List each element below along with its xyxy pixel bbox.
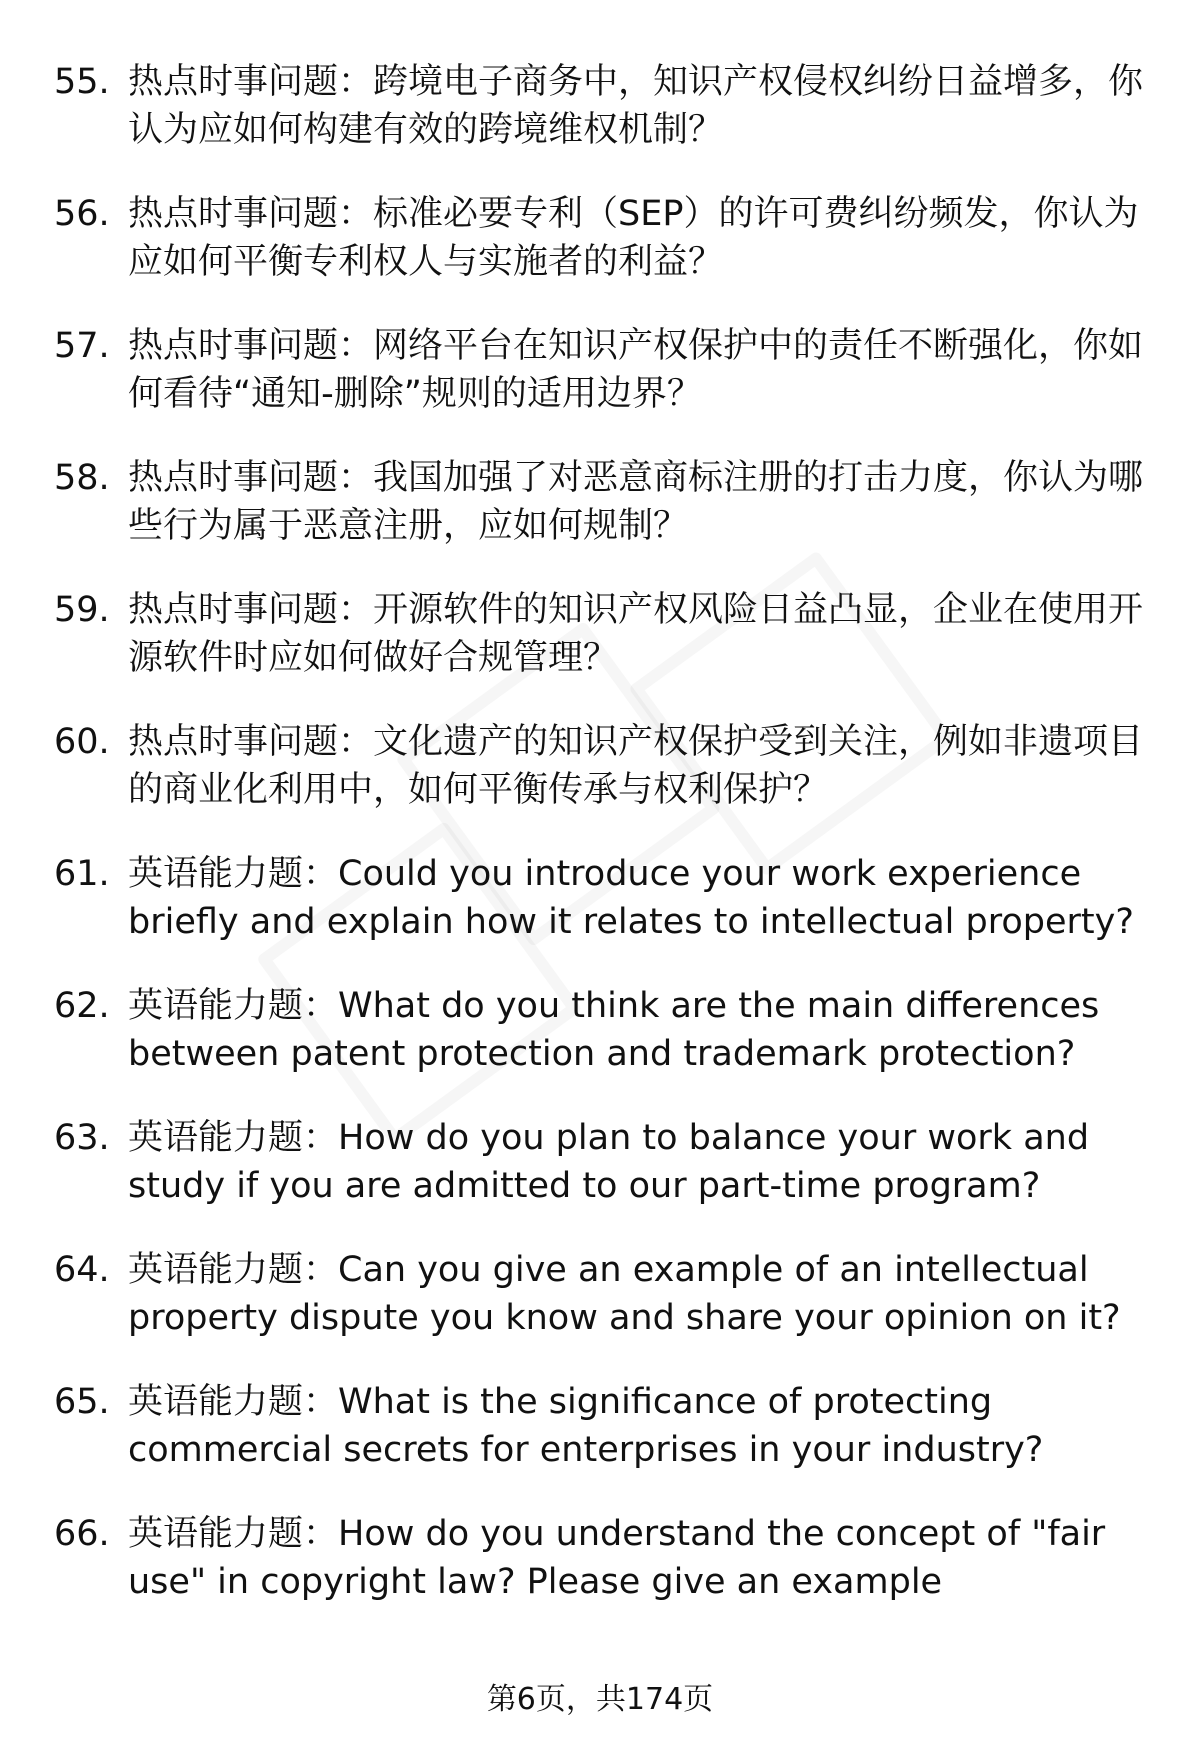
question-item [54,322,1154,454]
question-number: 59. [54,590,110,630]
question-item [54,1114,1154,1246]
question-number: 58. [54,458,110,498]
question-item [54,190,1154,322]
question-text: 英语能力题：Could you introduce your work experience briefly and explain how it relates to intellectual property? [128,854,1134,942]
question-text: 热点时事问题：开源软件的知识产权风险日益凸显，企业在使用开源软件时应如何做好合规管理？ [128,590,1144,678]
question-text: 热点时事问题：网络平台在知识产权保护中的责任不断强化，你如何看待“通知-删除”规则的适用边界？ [128,326,1144,414]
question-item [54,1378,1154,1510]
question-number: 64. [54,1250,110,1290]
question-number: 63. [54,1118,110,1158]
question-number: 65. [54,1382,110,1422]
question-item [54,586,1154,718]
question-item [54,718,1154,850]
question-item [54,1510,1154,1642]
question-text: 英语能力题：Can you give an example of an intellectual property dispute you know and share your opinion on it? [128,1250,1121,1338]
question-number: 56. [54,194,110,234]
question-text: 热点时事问题：文化遗产的知识产权保护受到关注，例如非遗项目的商业化利用中，如何平衡传承与权利保护？ [128,722,1144,810]
question-number: 60. [54,722,110,762]
question-text: 英语能力题：How do you plan to balance your work and study if you are admitted to our part-time program? [128,1118,1090,1206]
question-number: 55. [54,62,110,102]
question-number: 61. [54,854,110,894]
question-text: 英语能力题：What is the significance of protecting commercial secrets for enterprises in your industry? [128,1382,1044,1470]
question-item [54,982,1154,1114]
question-item [54,454,1154,586]
question-text: 热点时事问题：我国加强了对恶意商标注册的打击力度，你认为哪些行为属于恶意注册，应如何规制？ [128,458,1144,546]
question-number: 57. [54,326,110,366]
question-text: 英语能力题：What do you think are the main differences between patent protection and trademark protection? [128,986,1100,1074]
question-number: 62. [54,986,110,1026]
question-text: 热点时事问题：跨境电子商务中，知识产权侵权纠纷日益增多，你认为应如何构建有效的跨境维权机制？ [128,62,1144,150]
question-item [54,1246,1154,1378]
question-list [54,58,1154,1642]
question-item [54,58,1154,190]
question-text: 英语能力题：How do you understand the concept of "fair use" in copyright law? Please give an example [128,1514,1106,1602]
question-number: 66. [54,1514,110,1554]
page-footer: 第6页，共174页 [486,1682,714,1717]
question-item [54,850,1154,982]
question-text: 热点时事问题：标准必要专利（SEP）的许可费纠纷频发，你认为应如何平衡专利权人与实施者的利益？ [128,194,1139,282]
